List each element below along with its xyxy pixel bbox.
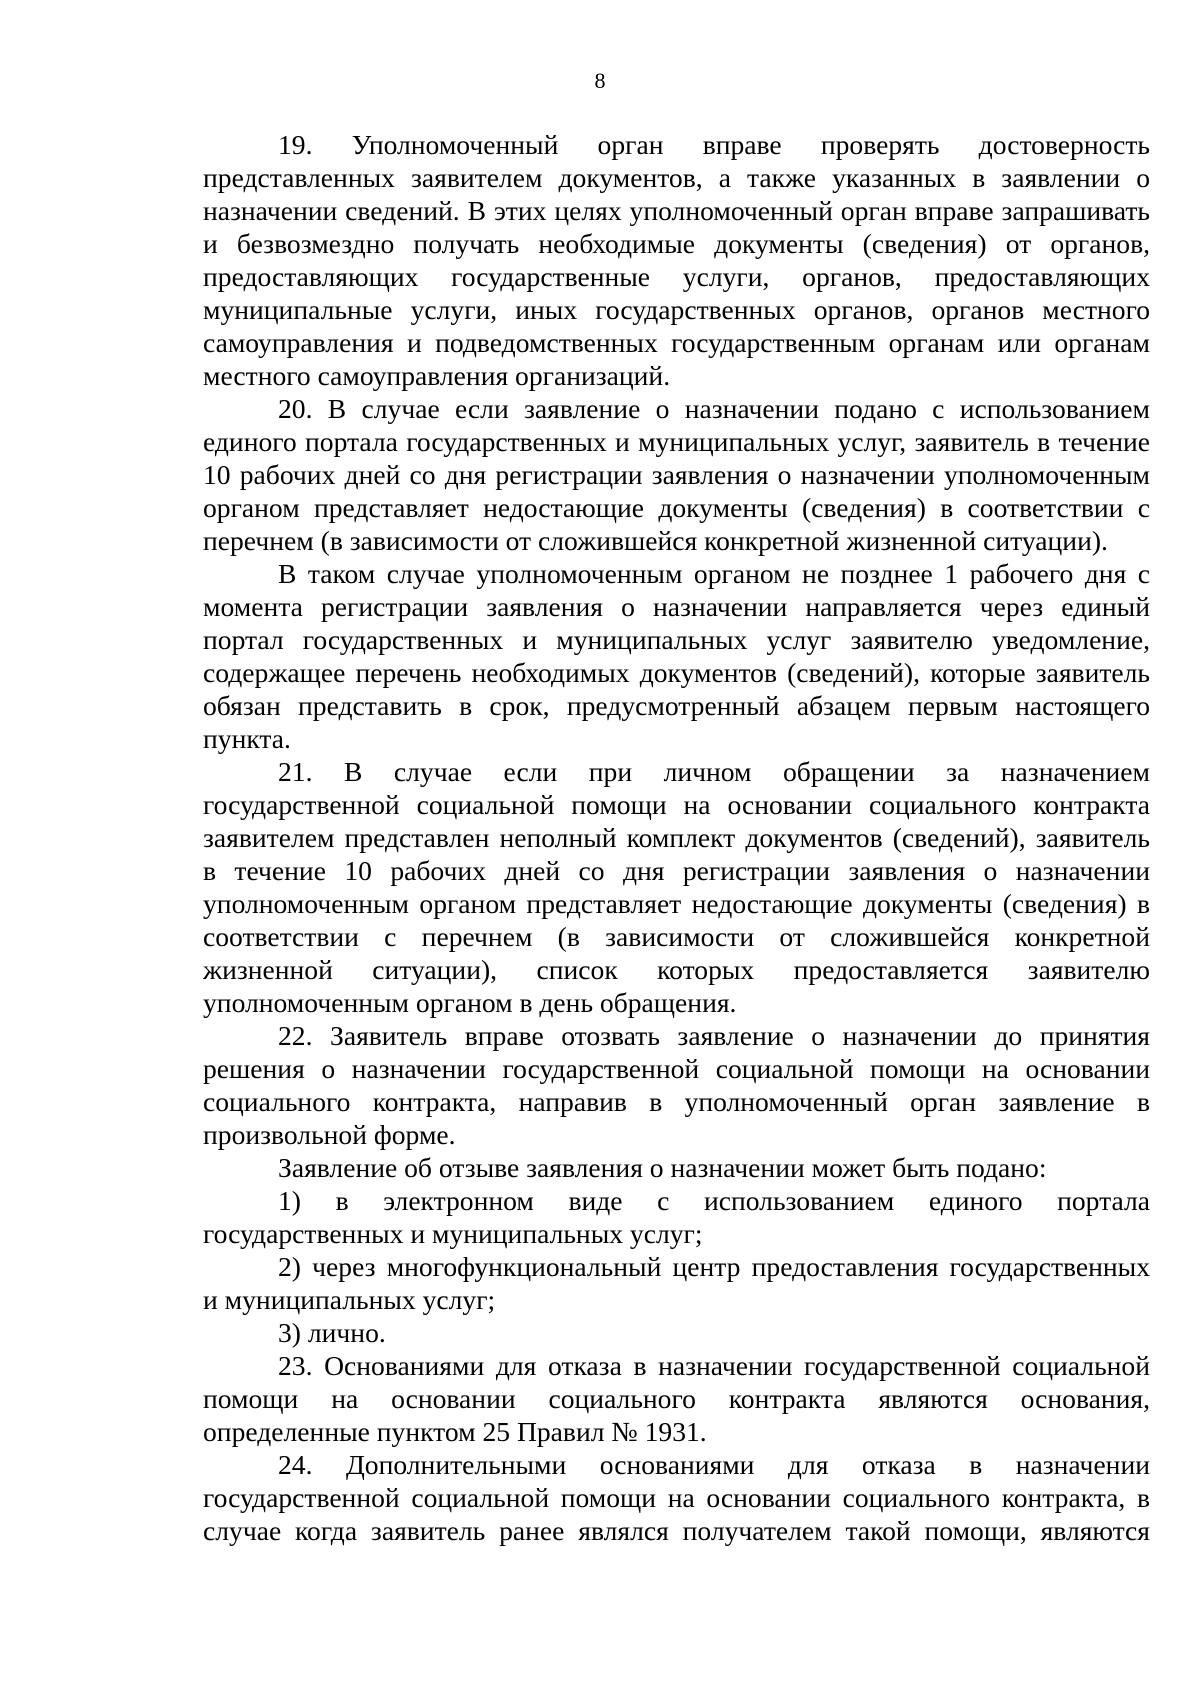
paragraph-21: 21. В случае если при личном обращении за назначением государственной социальной помощи на основании социального контракта заявителем представлен неполный комплект документов (сведений), заявитель в течение 10 рабочих дней со дня регистрации заявления о назначении уполномоченным органом представляет недостающие документы (сведения) в соответствии с перечнем (в зависимости от сложившейся конкретной жизненной ситуации), список которых предоставляется заявителю уполномоченным органом в день обращения. [203,756,1150,1018]
list-item-3: 3) лично. [278,1317,386,1348]
paragraph-19: 19. Уполномоченный орган вправе проверять достоверность представленных заявителем документов, а также указанных в заявлении о назначении сведений. В этих целях уполномоченный орган вправе запрашивать и безвозмездно получать необходимые документы (сведения) от органов, предоставляющих государственные услуги, органов, предоставляющих муниципальные услуги, иных государственных органов, органов местного самоуправления и подведомственных государственным органам или органам местного самоуправления организаций. [203,129,1150,391]
page-number: 8 [594,68,606,93]
paragraph-20-notice: В таком случае уполномоченным органом не позднее 1 рабочего дня с момента регистрации заявления о назначении направляется через единый портал государственных и муниципальных услуг заявителю уведомление, содержащее перечень необходимых документов (сведений), которые заявитель обязан представить в срок, предусмотренный абзацем первым настоящего пункта. [203,558,1150,754]
list-item-1: 1) в электронном виде с использованием единого портала государственных и муниципальных услуг; [203,1185,1150,1249]
paragraph-23: 23. Основаниями для отказа в назначении государственной социальной помощи на основании социального контракта являются основания, определенные пунктом 25 Правил № 1931. [203,1350,1150,1447]
paragraph-22-withdrawal-intro: Заявление об отзыве заявления о назначении может быть подано: [278,1152,1047,1183]
paragraph-20: 20. В случае если заявление о назначении подано с использованием единого портала государственных и муниципальных услуг, заявитель в течение 10 рабочих дней со дня регистрации заявления о назначении уполномоченным органом представляет недостающие документы (сведения) в соответствии с перечнем (в зависимости от сложившейся конкретной жизненной ситуации). [203,393,1150,556]
paragraph-22: 22. Заявитель вправе отозвать заявление о назначении до принятия решения о назначении государственной социальной помощи на основании социального контракта, направив в уполномоченный орган заявление в произвольной форме. [203,1020,1150,1150]
document-body [203,128,1150,1547]
paragraph-24: 24. Дополнительными основаниями для отказа в назначении государственной социальной помощи на основании социального контракта, в случае когда заявитель ранее являлся получателем такой помощи, являются [203,1449,1150,1546]
list-item-2: 2) через многофункциональный центр предоставления государственных и муниципальных услуг; [203,1251,1150,1315]
